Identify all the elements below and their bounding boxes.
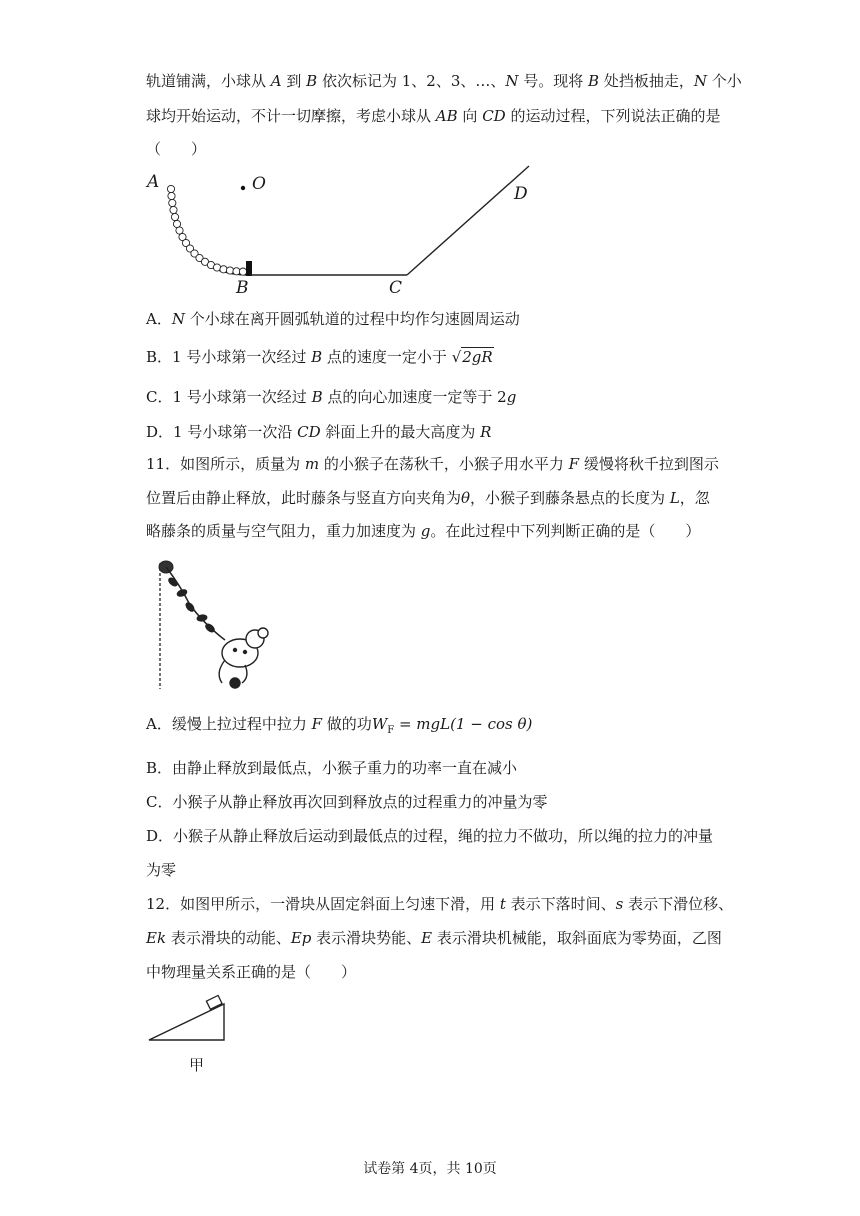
q12-line-3: 中物理量关系正确的是（ ） — [146, 963, 357, 981]
q12-text: 表示下落时间、 — [505, 895, 616, 913]
option-text: A． — [146, 310, 172, 328]
option-text: 斜面上升的最大高度为 — [320, 423, 481, 441]
q11-option-a — [146, 713, 532, 742]
option-text: 点的速度一定小于 — [322, 348, 452, 366]
sqrt-radicand: 2gR — [462, 348, 493, 366]
q11-var: m — [304, 455, 320, 473]
q12-text: 表示滑块势能、 — [311, 929, 422, 947]
q12-text: 12．如图甲所示，一滑块从固定斜面上匀速下滑，用 — [146, 895, 500, 913]
q10-text: 号。现将 — [518, 72, 589, 90]
option-var: N — [171, 310, 185, 328]
vine-leaves — [159, 561, 225, 640]
q10-option-c — [146, 386, 516, 408]
option-text: 做的功 — [322, 715, 372, 733]
option-var: CD — [297, 423, 321, 441]
q10-text: 向 — [457, 107, 483, 125]
incline-figure — [146, 994, 236, 1044]
q11-option-d-line2: 为零 — [146, 861, 177, 879]
q10-option-b — [146, 346, 494, 368]
slider-block — [206, 995, 222, 1009]
sqrt-sign: √ — [451, 348, 462, 366]
q10-var-b: B — [306, 72, 318, 90]
q11-var: L — [669, 489, 680, 507]
q11-option-d-line1: D．小猴子从静止释放后运动到最低点的过程，绳的拉力不做功，所以绳的拉力的冲量 — [146, 827, 714, 845]
option-text: D．1 号小球第一次沿 — [146, 423, 298, 441]
q11-text: 位置后由静止释放，此时藤条与竖直方向夹角为 — [146, 489, 462, 507]
page-footer: 试卷第 4页，共 10页 — [363, 1161, 497, 1177]
q11-option-b: B．由静止释放到最低点，小猴子重力的功率一直在减小 — [146, 759, 518, 777]
q11-text: ，小猴子到藤条悬点的长度为 — [470, 489, 670, 507]
q11-line-1 — [146, 453, 719, 475]
option-var: B — [311, 388, 323, 406]
option-var: g — [506, 388, 517, 406]
baffle — [246, 261, 252, 276]
q11-line-2 — [146, 487, 710, 509]
q12-text: 表示滑块的动能、 — [166, 929, 291, 947]
q11-line-3 — [146, 520, 700, 542]
label-d: D — [514, 184, 528, 204]
q12-text: 表示滑块机械能，取斜面底为零势面，乙图 — [432, 929, 722, 947]
q11-text: ，忽 — [679, 489, 710, 507]
q11-text: 11．如图所示，质量为 — [146, 455, 305, 473]
q10-line-1 — [146, 70, 742, 92]
q10-var-b: B — [588, 72, 600, 90]
option-math: W — [371, 715, 388, 733]
q10-var-n: N — [505, 72, 519, 90]
q10-text: 的运动过程，下列说法正确的是 — [505, 107, 721, 125]
q10-track-figure — [140, 160, 560, 300]
option-var: B — [311, 348, 323, 366]
q12-var: Ep — [290, 929, 312, 947]
q10-line-2 — [146, 105, 720, 127]
q10-var-n: N — [693, 72, 707, 90]
label-o: O — [252, 174, 266, 194]
q10-var-cd: CD — [482, 107, 506, 125]
q12-var: E — [421, 929, 433, 947]
q10-text: 轨道铺满，小球从 — [146, 72, 271, 90]
q10-text: 依次标记为 1、2、3、…、 — [317, 72, 506, 90]
q10-var-a: A — [270, 72, 282, 90]
label-c: C — [389, 278, 403, 298]
monkey-swing-figure — [150, 555, 280, 695]
q12-text: 表示下滑位移、 — [623, 895, 734, 913]
q10-option-a — [146, 308, 520, 330]
q10-answer-paren: （ ） — [146, 140, 207, 158]
option-text: A．缓慢上拉过程中拉力 — [146, 715, 312, 733]
q12-line-2 — [146, 927, 722, 949]
q12-line-1 — [146, 893, 733, 915]
q11-text: 的小猴子在荡秋千，小猴子用水平力 — [319, 455, 569, 473]
q11-var: F — [568, 455, 580, 473]
balls — [167, 185, 246, 275]
q11-option-c: C．小猴子从静止释放再次回到释放点的过程重力的冲量为零 — [146, 793, 548, 811]
q11-var: g — [420, 522, 431, 540]
label-a: A — [147, 172, 160, 192]
q11-text: 略藤条的质量与空气阻力，重力加速度为 — [146, 522, 421, 540]
q11-var: θ — [461, 489, 471, 507]
option-text: 点的向心加速度一定等于 2 — [322, 388, 507, 406]
q10-text: 处挡板抽走， — [599, 72, 694, 90]
q11-text: 缓慢将秋千拉到图示 — [579, 455, 719, 473]
q10-text: 个小 — [706, 72, 742, 90]
option-text: C．1 号小球第一次经过 — [146, 388, 312, 406]
option-text: B．1 号小球第一次经过 — [146, 348, 312, 366]
q10-text: 到 — [281, 72, 307, 90]
fig-label-jia: 甲 — [189, 1056, 205, 1074]
q11-text: 。在此过程中下列判断正确的是（ ） — [430, 522, 701, 540]
q10-text: 球均开始运动，不计一切摩擦，考虑小球从 — [146, 107, 436, 125]
option-var: F — [311, 715, 323, 733]
q12-var: s — [615, 895, 624, 913]
monkey — [219, 628, 268, 688]
q12-var: Ek — [146, 929, 167, 947]
option-text: 个小球在离开圆弧轨道的过程中均作匀速圆周运动 — [184, 310, 520, 328]
option-math: = mgL(1 − cos θ) — [394, 715, 533, 733]
q12-var: t — [499, 895, 506, 913]
center-o-dot — [241, 186, 245, 190]
option-var: R — [480, 423, 492, 441]
option-math-sub: F — [387, 725, 395, 736]
label-b: B — [236, 278, 249, 298]
q10-var-ab: AB — [435, 107, 458, 125]
q10-option-d — [146, 421, 491, 443]
incline — [149, 1004, 224, 1040]
